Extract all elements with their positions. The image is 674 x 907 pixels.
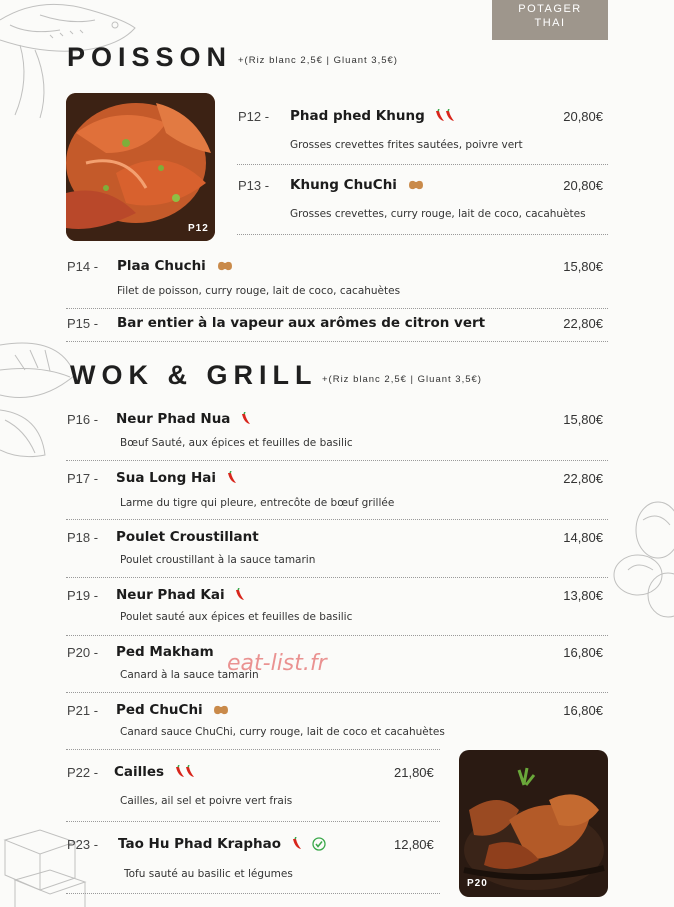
item-name-text: Ped ChuChi xyxy=(116,702,203,718)
item-code-p17: P17 - xyxy=(67,471,99,486)
chili-pepper-icon xyxy=(174,765,198,779)
photo-label-p12: P12 xyxy=(188,223,209,234)
divider xyxy=(66,460,608,461)
item-name-p21 xyxy=(116,702,230,718)
item-code-p15: P15 - xyxy=(67,316,99,331)
vegetarian-leaf-icon xyxy=(312,837,326,851)
item-desc-p23: Tofu sauté au basilic et légumes xyxy=(124,868,293,880)
item-name-p17 xyxy=(116,470,238,486)
item-price-p20: 16,80€ xyxy=(563,645,603,660)
item-price-p22: 21,80€ xyxy=(394,765,434,780)
divider xyxy=(66,308,608,309)
item-name-p19 xyxy=(116,587,246,603)
item-code-p23: P23 - xyxy=(67,837,99,852)
peanut-icon xyxy=(407,179,425,191)
item-name-text: Sua Long Hai xyxy=(116,470,217,486)
item-price-p23: 12,80€ xyxy=(394,837,434,852)
divider xyxy=(66,893,440,894)
item-name-text: Khung ChuChi xyxy=(290,177,397,193)
divider xyxy=(66,692,608,693)
item-desc-p19: Poulet sauté aux épices et feuilles de basilic xyxy=(120,611,353,623)
item-name-p23 xyxy=(118,836,326,852)
item-name-text: Phad phed Khung xyxy=(290,108,425,124)
item-price-p18: 14,80€ xyxy=(563,530,603,545)
item-code-p12: P12 - xyxy=(238,109,270,124)
item-desc-p13: Grosses crevettes, curry rouge, lait de coco, cacahuètes xyxy=(290,208,586,220)
section-title-wok-grill: WOK & GRILL xyxy=(70,360,318,390)
photo-label-p20: P20 xyxy=(467,878,488,889)
divider xyxy=(237,234,608,235)
item-price-p19: 13,80€ xyxy=(563,588,603,603)
item-name-text: Tao Hu Phad Kraphao xyxy=(118,836,282,852)
item-name-p16 xyxy=(116,411,252,427)
item-price-p15: 22,80€ xyxy=(563,316,603,331)
divider xyxy=(66,635,608,636)
item-name-p13 xyxy=(290,177,425,193)
peanut-icon xyxy=(216,260,234,272)
item-price-p17: 22,80€ xyxy=(563,471,603,486)
tab-line-1: POTAGER xyxy=(518,3,582,15)
item-price-p13: 20,80€ xyxy=(563,178,603,193)
item-code-p21: P21 - xyxy=(67,703,99,718)
item-desc-p21: Canard sauce ChuChi, curry rouge, lait de coco et cacahuètes xyxy=(120,726,445,738)
item-name-p18: Poulet Croustillant xyxy=(116,529,259,545)
dumpling-sketch-decoration xyxy=(608,490,674,620)
divider xyxy=(66,519,608,520)
item-code-p20: P20 - xyxy=(67,645,99,660)
item-desc-p16: Bœuf Sauté, aux épices et feuilles de basilic xyxy=(120,437,353,449)
divider xyxy=(237,164,608,165)
item-name-p15: Bar entier à la vapeur aux arômes de citron vert xyxy=(117,315,486,331)
item-name-text: Neur Phad Kai xyxy=(116,587,225,603)
dish-photo-p12 xyxy=(66,93,215,241)
leaf-sketch-decoration xyxy=(0,335,80,465)
section-note-wok-grill: +(Riz blanc 2,5€ | Gluant 3,5€) xyxy=(322,374,482,385)
chili-pepper-icon xyxy=(291,837,303,851)
item-price-p16: 15,80€ xyxy=(563,412,603,427)
section-note-poisson: +(Riz blanc 2,5€ | Gluant 3,5€) xyxy=(238,55,398,66)
item-desc-p14: Filet de poisson, curry rouge, lait de coco, cacahuètes xyxy=(117,285,401,297)
item-price-p21: 16,80€ xyxy=(563,703,603,718)
section-title-poisson: POISSON xyxy=(67,42,233,72)
item-desc-p22: Cailles, ail sel et poivre vert frais xyxy=(120,795,293,807)
item-desc-p17: Larme du tigre qui pleure, entrecôte de bœuf grillée xyxy=(120,497,395,509)
tab-line-2: THAI xyxy=(534,17,566,29)
dish-photo-p20 xyxy=(459,750,608,897)
watermark: eat-list.fr xyxy=(227,651,327,676)
chili-pepper-icon xyxy=(234,588,246,602)
item-name-p12 xyxy=(290,108,458,124)
chili-pepper-icon xyxy=(226,471,238,485)
item-price-p12: 20,80€ xyxy=(563,109,603,124)
item-name-text: Plaa Chuchi xyxy=(117,258,206,274)
divider xyxy=(66,821,440,822)
item-code-p16: P16 - xyxy=(67,412,99,427)
item-code-p13: P13 - xyxy=(238,178,270,193)
divider xyxy=(66,749,440,750)
item-code-p22: P22 - xyxy=(67,765,99,780)
divider xyxy=(66,577,608,578)
item-price-p14: 15,80€ xyxy=(563,259,603,274)
divider xyxy=(66,341,608,342)
item-name-text: Neur Phad Nua xyxy=(116,411,231,427)
item-code-p19: P19 - xyxy=(67,588,99,603)
item-desc-p12: Grosses crevettes frites sautées, poivre vert xyxy=(290,139,523,151)
item-desc-p18: Poulet croustillant à la sauce tamarin xyxy=(120,554,316,566)
chili-pepper-icon xyxy=(434,109,458,123)
item-code-p14: P14 - xyxy=(67,259,99,274)
item-desc-p20: Canard à la sauce tamarin xyxy=(120,669,259,681)
item-name-p20: Ped Makham xyxy=(116,644,214,660)
item-name-p22 xyxy=(114,764,198,780)
item-name-p14 xyxy=(117,258,234,274)
item-code-p18: P18 - xyxy=(67,530,99,545)
potager-thai-tab[interactable] xyxy=(492,0,608,40)
item-name-text: Cailles xyxy=(114,764,165,780)
chili-pepper-icon xyxy=(240,412,252,426)
peanut-icon xyxy=(212,704,230,716)
